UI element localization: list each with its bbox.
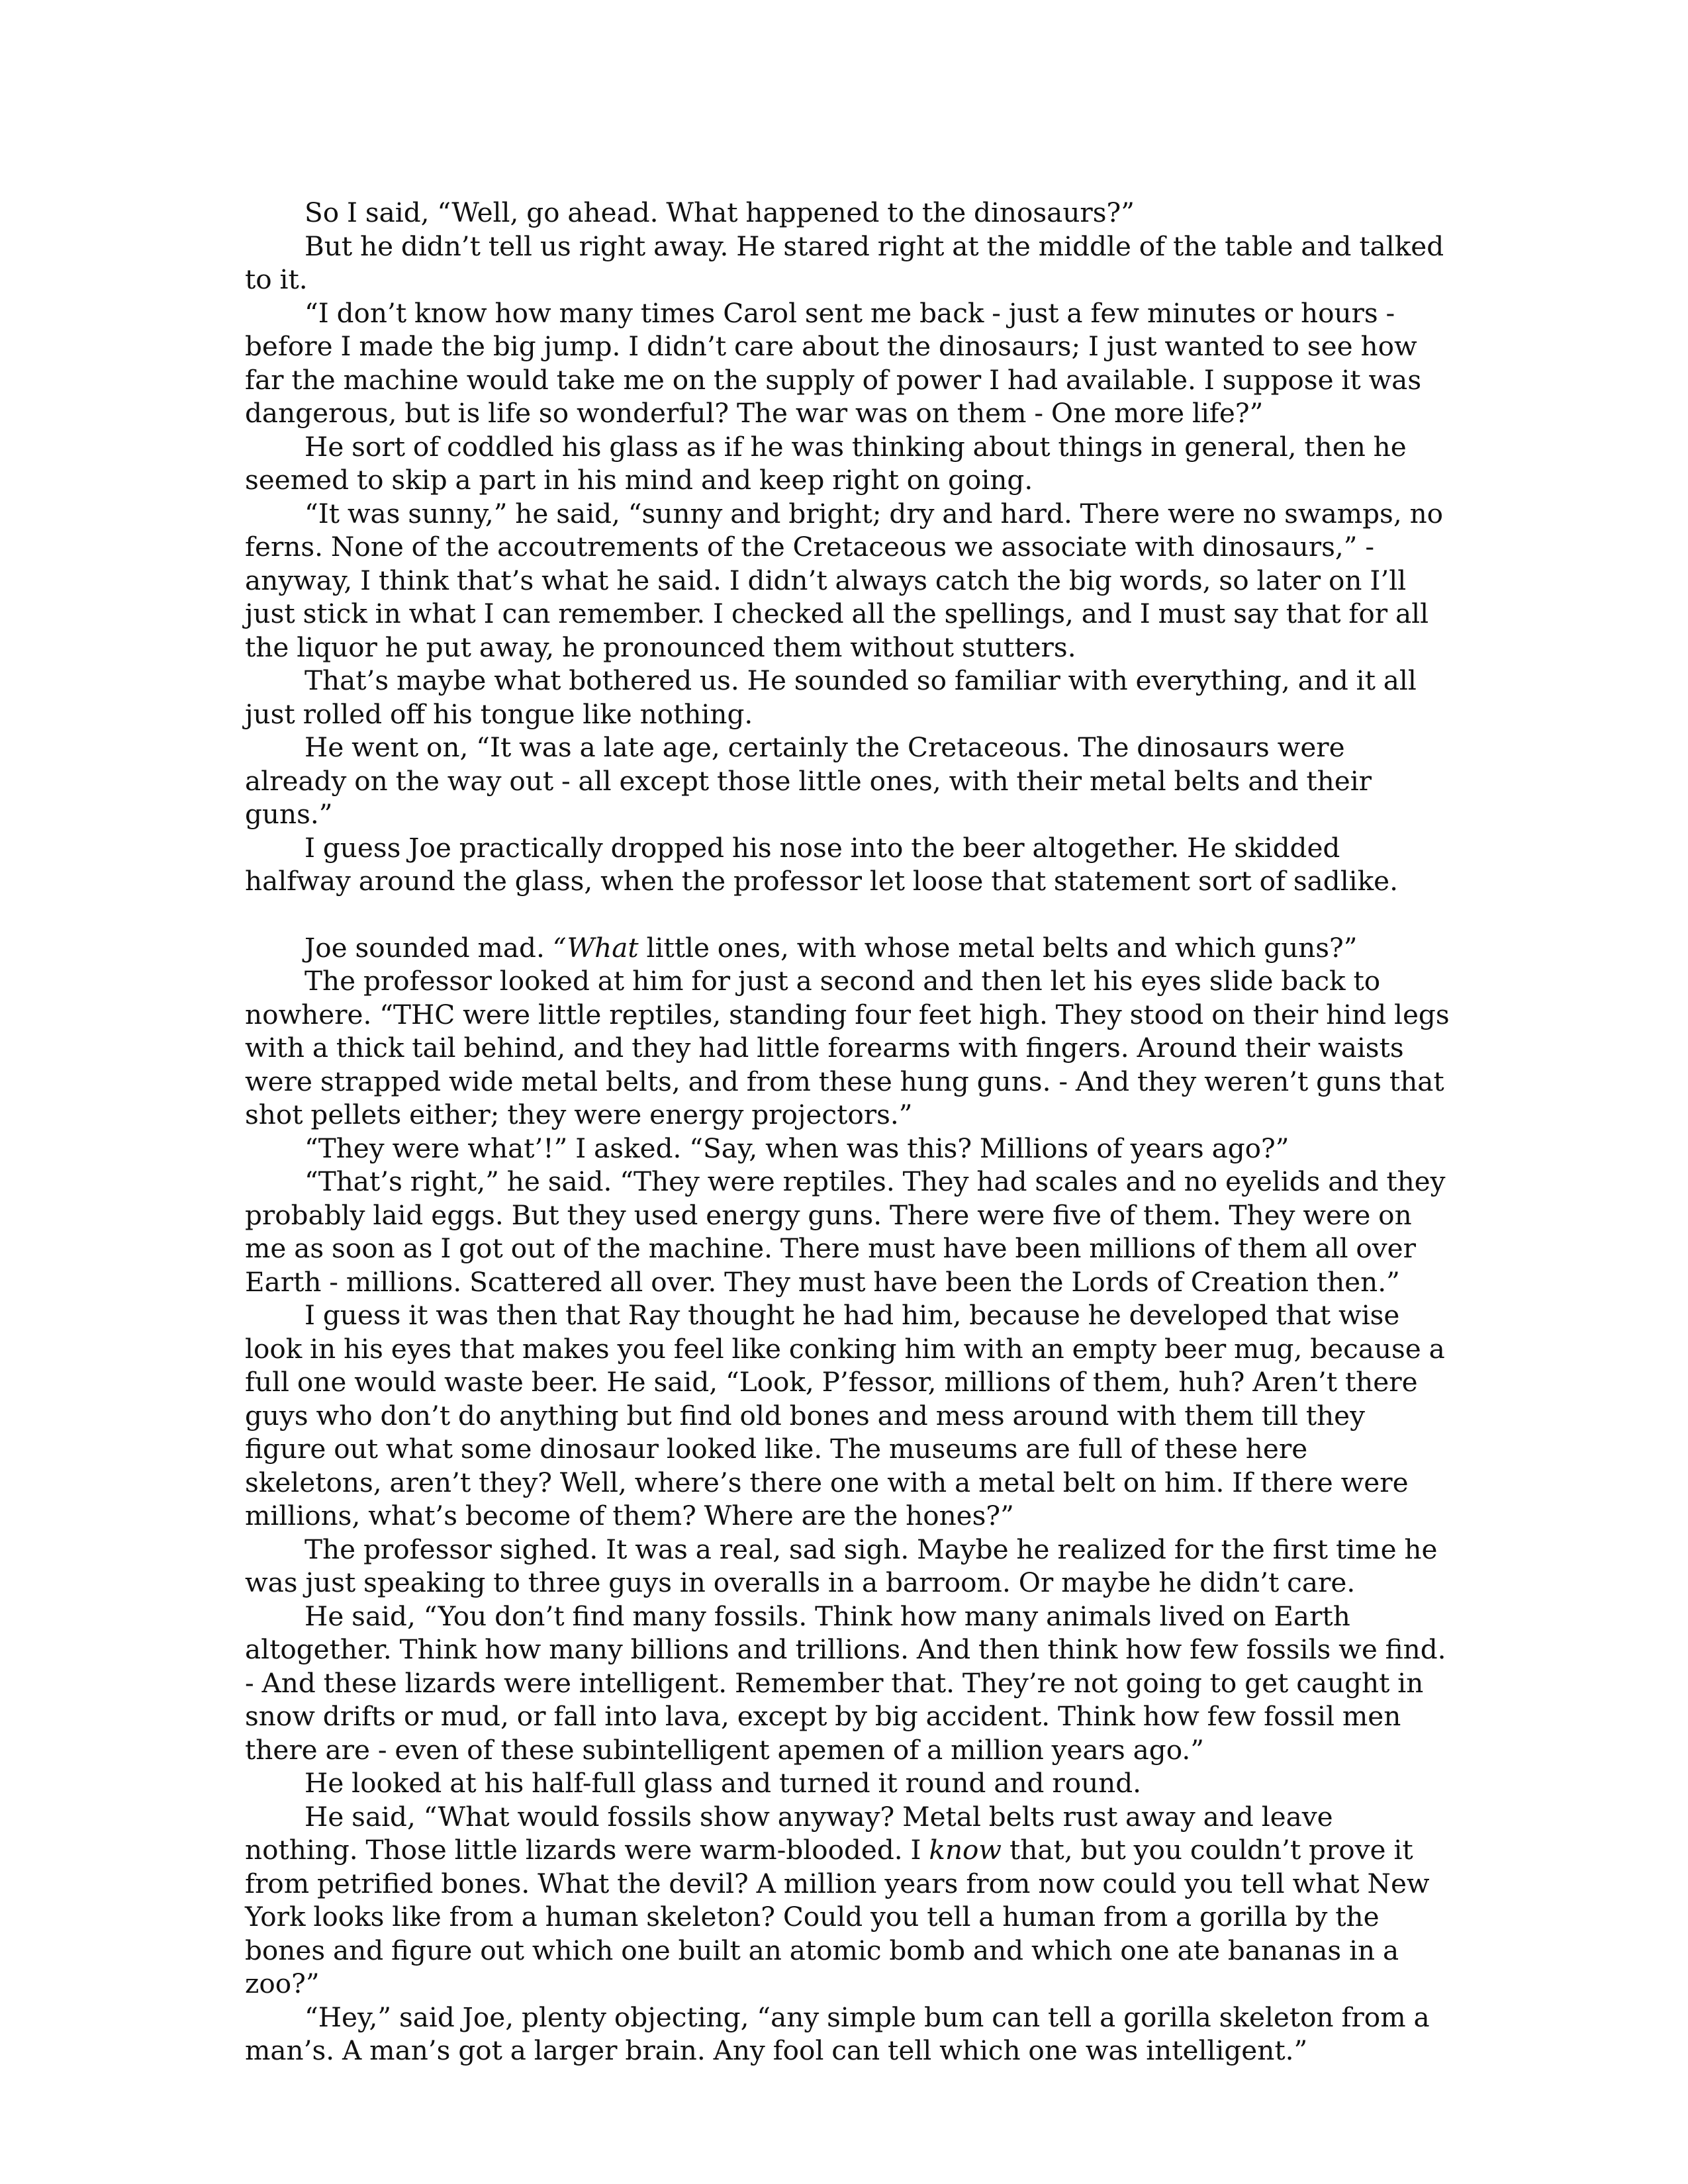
paragraph: So I said, “Well, go ahead. What happened to the dinosaurs?”	[305, 197, 1135, 228]
text-block-2	[245, 964, 1450, 1800]
paragraph-hey-said-joe: “Hey,” said Joe, plenty objecting, “any simple bum can tell a gorilla skeleton from a man’s. A man’s got a larger brain. Any fool can tell which one was intelligent.”	[245, 2001, 1430, 2066]
paragraph-text: He said, “What would fossils show anyway? Metal belts rust away and leave nothing. Those little lizards were warm-blooded. I	[245, 1800, 1333, 1866]
paragraph-text: that, but you couldn’t prove it from petrified bones. What the devil? A million years from now could you tell what New York looks like from a human skeleton? Could you tell a human from a gorilla by the bones and figure out which one built an atomic bomb and which one ate bananas in a zoo?”	[245, 1834, 1430, 1999]
paragraph-text: little ones, with whose metal belts and which guns?”	[638, 931, 1358, 964]
emphasis-know: know	[929, 1834, 1002, 1866]
paragraph: “It was sunny,” he said, “sunny and bright; dry and hard. There were no swamps, no ferns. None of the accoutrements of the Cretaceous we associate with dinosaurs,” - anyway, I think that’s what he said. I didn’t always catch the big words, so later on I’ll just stick in what I can remember. I checked all the spellings, and I must say that for all the liquor he put away, he pronounced them without stutters.	[245, 497, 1444, 663]
paragraph: That’s maybe what bothered us. He sounded so familiar with everything, and it all just rolled off his tongue like nothing.	[245, 664, 1417, 730]
paragraph: “They were what’!” I asked. “Say, when was this? Millions of years ago?”	[305, 1132, 1289, 1164]
paragraph: The professor looked at him for just a second and then let his eyes slide back to nowhere. “THC were little reptiles, standing four feet high. They stood on their hind legs with a thick tail behind, and they had little forearms with fingers. Around their waists were strapped wide metal belts, and from these hung guns. - And they weren’t guns that shot pellets either; they were energy projectors.”	[245, 965, 1450, 1130]
paragraph: He said, “You don’t find many fossils. Think how many animals lived on Earth altogether. Think how many billions and trillions. And then think how few fossils we find. - And these lizards were intelligent. Remember that. They’re not going to get caught in snow drifts or mud, or fall into lava, except by big accident. Think how few fossil men there are - even of these subintelligent apemen of a million years ago.”	[245, 1600, 1446, 1766]
paragraph: The professor sighed. It was a real, sad sigh. Maybe he realized for the first time he was just speaking to three guys in overalls in a barroom. Or maybe he didn’t care.	[245, 1533, 1438, 1598]
paragraph: He sort of coddled his glass as if he was thinking about things in general, then he seemed to skip a part in his mind and keep right on going.	[245, 430, 1407, 496]
document-page	[245, 196, 1450, 2068]
paragraph: “That’s right,” he said. “They were reptiles. They had scales and no eyelids and they probably laid eggs. But they used energy guns. There were five of them. They were on me as soon as I got out of the machine. There must have been millions of them all over Earth - millions. Scattered all over. They must have been the Lords of Creation then.”	[245, 1165, 1446, 1298]
paragraph-joe-sounded-mad	[245, 931, 1450, 965]
paragraph: But he didn’t tell us right away. He stared right at the middle of the table and talked to it.	[245, 230, 1444, 295]
paragraph: I guess it was then that Ray thought he had him, because he developed that wise look in his eyes that makes you feel like conking him with an empty beer mug, because a full one would waste beer. He said, “Look, P’fessor, millions of them, huh? Aren’t there guys who don’t do anything but find old bones and mess around with them till they figure out what some dinosaur looked like. The museums are full of these here skeletons, aren’t they? Well, where’s there one with a metal belt on him. If there were millions, what’s become of them? Where are the hones?”	[245, 1299, 1445, 1531]
paragraph: I guess Joe practically dropped his nose into the beer altogether. He skidded halfway around the glass, when the professor let loose that statement sort of sadlike.	[245, 831, 1399, 897]
paragraph-text: Joe sounded mad.	[305, 931, 553, 964]
paragraph-fossils-show	[245, 1800, 1450, 2001]
section-gap	[245, 898, 1450, 931]
paragraph: He went on, “It was a late age, certainly the Cretaceous. The dinosaurs were already on the way out - all except those little ones, with their metal belts and their guns.”	[245, 731, 1372, 830]
text-block-1	[245, 196, 1450, 898]
paragraph: He looked at his half-full glass and turned it round and round.	[305, 1767, 1142, 1799]
emphasis-what: “What	[552, 931, 639, 964]
paragraph: “I don’t know how many times Carol sent me back - just a few minutes or hours - before I made the big jump. I didn’t care about the dinosaurs; I just wanted to see how far the machine would take me on the supply of power I had available. I suppose it was dangerous, but is life so wonderful? The war was on them - One more life?”	[245, 296, 1422, 429]
